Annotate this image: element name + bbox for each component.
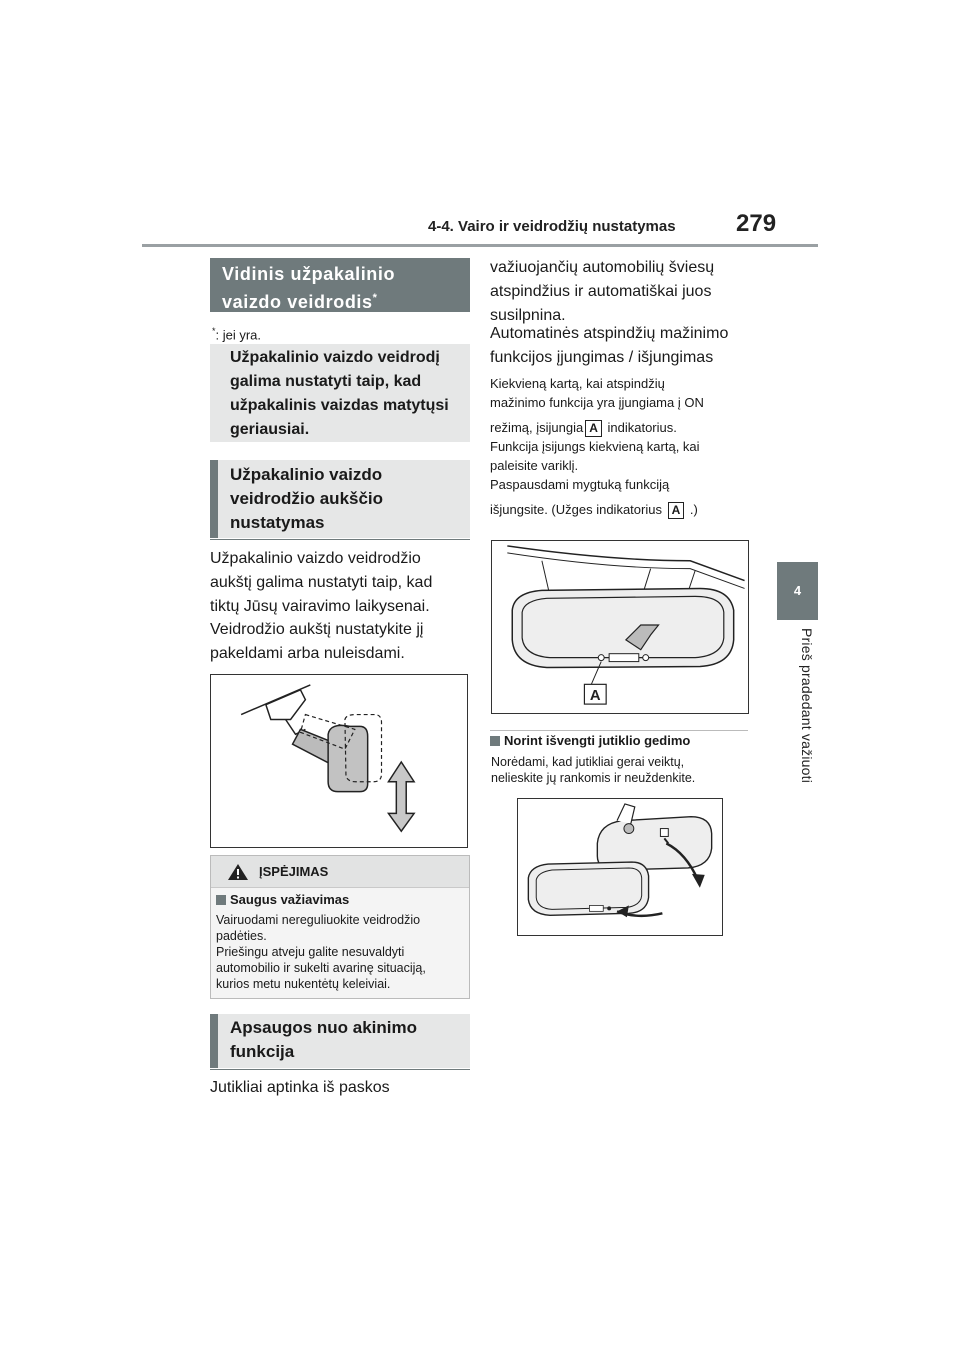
square-bullet-icon — [490, 736, 500, 746]
title-line: Užpakalinio vaizdo — [230, 465, 383, 484]
height-paragraph-1 — [210, 547, 470, 619]
text-part: režimą, įsijungia — [490, 420, 584, 435]
indicator-badge: A — [585, 420, 602, 437]
text-line: tiktų Jūsų vairavimo laikysenai. — [210, 598, 430, 615]
warning-subhead-text: Saugus važiavimas — [230, 892, 350, 907]
height-paragraph-2 — [210, 618, 470, 666]
text-line: aukštį galima nustatyti taip, kad — [210, 574, 433, 591]
title-line: Apsaugos nuo akinimo — [230, 1018, 418, 1037]
footnote — [212, 322, 261, 344]
text-line: Paspausdami mygtuką funkciją — [490, 477, 670, 492]
title-line: nustatymas — [230, 513, 325, 532]
divider — [490, 730, 748, 731]
indicator-badge: A — [668, 502, 685, 519]
right-paragraph-2 — [490, 322, 750, 370]
text-line: Veidrodžio aukštį nustatykite jį — [210, 621, 424, 638]
mirror-height-illustration — [211, 675, 467, 847]
warning-line: automobilio ir sukelti avarinę situaciją, — [216, 961, 426, 975]
heading-line: Vidinis užpakalinio — [222, 264, 396, 284]
text-line — [490, 500, 755, 519]
text-line: Automatinės atspindžių mažinimo — [490, 325, 729, 342]
section-title: 4-4. Vairo ir veidrodžių nustatymas — [428, 218, 676, 235]
text-line: susilpnina. — [490, 307, 566, 324]
warning-line: Priešingu atveju galite nesuvaldyti — [216, 945, 405, 959]
text-part: .) — [686, 502, 698, 517]
sensor-subhead-text: Norint išvengti jutiklio gedimo — [504, 733, 691, 748]
intro-line: Užpakalinio vaizdo veidrodį — [230, 349, 440, 366]
page-number: 279 — [736, 210, 777, 237]
anti-glare-mirror-illustration — [492, 541, 748, 713]
header-rule — [142, 244, 818, 247]
text-line: Kiekvieną kartą, kai atspindžių — [490, 376, 665, 391]
text-line: važiuojančių automobilių šviesų — [490, 259, 715, 276]
subsection-heading-anti-glare — [210, 1014, 470, 1068]
heading-line: vaizdo veidrodis — [222, 292, 373, 312]
intro-line: geriausiai. — [230, 421, 310, 438]
mirror-height-figure — [210, 674, 468, 848]
title-line: veidrodžio aukščio — [230, 489, 384, 508]
footnote-mark: * — [212, 326, 216, 336]
footnote-text: : jei yra. — [215, 327, 262, 343]
warning-line: padėties. — [216, 929, 267, 943]
subsection-title — [230, 1016, 462, 1064]
text-line: Norėdami, kad jutikliai gerai veiktų, — [491, 755, 685, 769]
intro-line: galima nustatyti taip, kad — [230, 373, 422, 390]
heading-bar — [210, 460, 218, 538]
text-line — [490, 418, 755, 437]
footnote-marker: * — [372, 292, 378, 304]
chapter-title-vertical: Prieš pradedant važiuoti — [799, 628, 815, 783]
sensor-text — [491, 754, 695, 786]
intro-box — [210, 344, 470, 442]
divider — [210, 1069, 470, 1070]
subsection-heading-height — [210, 460, 470, 538]
section-heading-rear-mirror — [210, 258, 470, 312]
intro-text — [230, 346, 462, 442]
text-part: indikatorius. — [603, 420, 677, 435]
warning-header — [211, 856, 469, 888]
text-line: Užpakalinio vaizdo veidrodžio — [210, 550, 421, 567]
text-part: išjungsite. (Užges indikatorius — [490, 502, 662, 517]
warning-subhead — [216, 892, 349, 907]
chapter-tab: 4 — [777, 562, 818, 620]
divider — [210, 539, 470, 540]
right-paragraph-1 — [490, 256, 750, 328]
heading-bar — [210, 1014, 218, 1068]
text-line: Funkcija įsijungs kiekvieną kartą, kai — [490, 439, 700, 454]
text-line: mažinimo funkcija yra įjungiama į ON — [490, 395, 704, 410]
title-line: funkcija — [230, 1042, 295, 1061]
intro-line: užpakalinis vaizdas matytųsi — [230, 397, 449, 414]
subsection-title — [230, 463, 462, 535]
warning-line: Vairuodami nereguliuokite veidrodžio — [216, 913, 421, 927]
sensor-subhead — [490, 733, 690, 748]
square-bullet-icon — [216, 895, 226, 905]
warning-line: kurios metu nukentėtų keleiviai. — [216, 977, 391, 991]
text-line: paleisite variklį. — [490, 458, 579, 473]
anti-glare-paragraph: Jutikliai aptinka iš paskos — [210, 1079, 390, 1096]
text-line: pakeldami arba nuleisdami. — [210, 645, 405, 662]
up-down-arrow-icon — [388, 762, 414, 831]
sensor-location-figure — [517, 798, 723, 936]
anti-glare-mirror-figure — [491, 540, 749, 714]
sensor-location-illustration — [518, 799, 722, 935]
callout-label: A — [589, 688, 601, 705]
warning-box — [210, 855, 470, 999]
text-line: atspindžius ir automatiškai juos — [490, 283, 712, 300]
warning-triangle-icon — [227, 863, 249, 881]
text-line: nelieskite jų rankomis ir neuždenkite. — [491, 771, 696, 785]
warning-body — [216, 912, 468, 992]
toggle-instructions — [490, 374, 755, 519]
text-line: funkcijos įjungimas / išjungimas — [490, 349, 714, 366]
warning-label: ĮSPĖJIMAS — [259, 864, 329, 879]
